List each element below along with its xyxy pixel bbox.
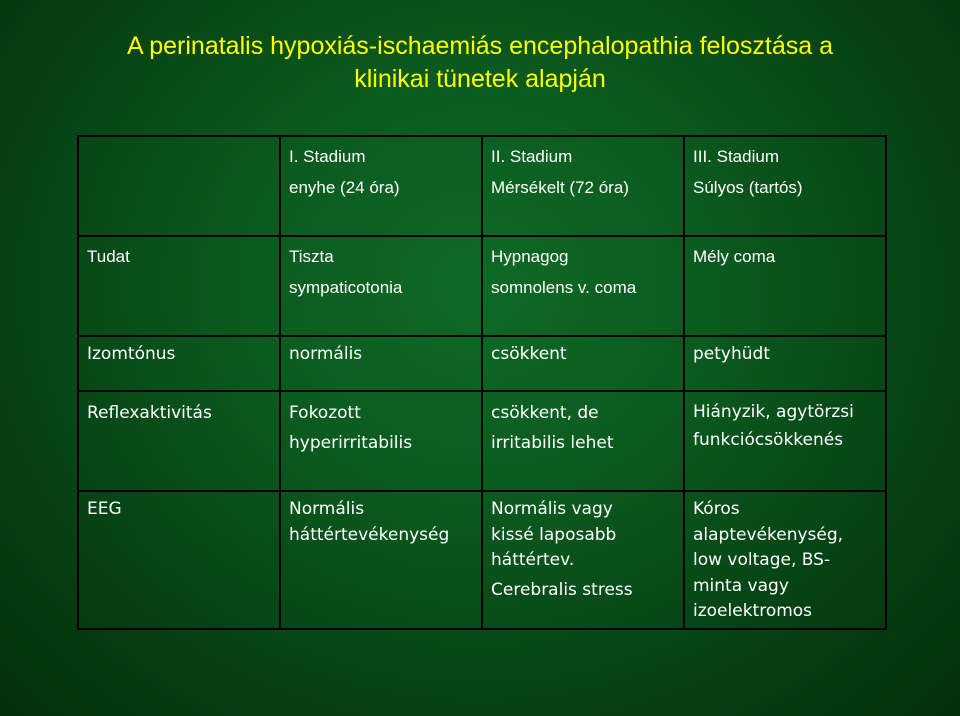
table-cell [684, 391, 886, 491]
header-cell-empty [78, 136, 280, 236]
row-label-text: Izomtónus [87, 344, 176, 364]
table-cell [482, 391, 684, 491]
table-cell [684, 491, 886, 629]
row-tudat [78, 236, 886, 336]
row-label-text: Reflexaktivitás [87, 403, 212, 423]
cell-line: Hypnagog [491, 247, 569, 266]
header-cell-stage-2 [482, 136, 684, 236]
row-label-text: Tudat [87, 247, 130, 266]
table-cell [280, 336, 482, 391]
stage-2-name: II. Stadium [491, 147, 573, 166]
row-label [78, 391, 280, 491]
table-cell [482, 491, 684, 629]
row-label [78, 491, 280, 629]
table-cell [280, 391, 482, 491]
cell-line: alaptevékenység, [693, 524, 844, 545]
row-label [78, 336, 280, 391]
cell-line: csökkent [491, 344, 567, 364]
header-cell-stage-3 [684, 136, 886, 236]
stage-1-duration: enyhe (24 óra) [289, 178, 400, 197]
cell-line: csökkent, de [491, 403, 599, 423]
cell-line: Cerebralis stress [491, 579, 633, 600]
title-line-2: klinikai tünetek alapján [354, 65, 606, 93]
table-cell [280, 491, 482, 629]
cell-line: irritabilis lehet [491, 433, 614, 453]
cell-line: Mély coma [693, 247, 776, 266]
cell-line: sympaticotonia [289, 278, 403, 297]
table-cell [482, 236, 684, 336]
cell-line: háttértevékenység [289, 524, 450, 545]
table-cell [684, 236, 886, 336]
stage-2-duration: Mérsékelt (72 óra) [491, 178, 629, 197]
cell-line: Fokozott [289, 403, 361, 423]
cell-line: somnolens v. coma [491, 278, 637, 297]
row-label-text: EEG [87, 499, 122, 519]
row-reflexaktivitas [78, 391, 886, 491]
title-line-1: A perinatalis hypoxiás-ischaemiás encephalopathia felosztása a [127, 32, 833, 60]
slide-title [0, 30, 960, 96]
cell-line: izoelektromos [693, 601, 813, 621]
table-cell [280, 236, 482, 336]
cell-line: funkciócsökkenés [693, 430, 844, 450]
stage-3-name: III. Stadium [693, 147, 779, 166]
stage-1-name: I. Stadium [289, 147, 366, 166]
cell-line: low voltage, BS- [693, 550, 831, 570]
row-eeg [78, 491, 886, 629]
stages-table [77, 135, 887, 630]
header-cell-stage-1 [280, 136, 482, 236]
cell-line: Kóros [693, 499, 740, 519]
cell-line: kissé laposabb [491, 524, 617, 545]
header-row [78, 136, 886, 236]
table-cell [482, 336, 684, 391]
cell-line: normális [289, 344, 363, 364]
cell-line: petyhüdt [693, 344, 770, 364]
cell-line: háttértev. [491, 550, 575, 570]
cell-line: Normális vagy [491, 499, 613, 519]
cell-line: minta vagy [693, 575, 789, 596]
cell-line: Normális [289, 499, 365, 519]
row-izomtonus [78, 336, 886, 391]
stage-3-duration: Súlyos (tartós) [693, 178, 803, 197]
row-label [78, 236, 280, 336]
cell-line: Hiányzik, agytörzsi [693, 402, 854, 422]
table-cell [684, 336, 886, 391]
cell-line: Tiszta [289, 247, 334, 266]
cell-line: hyperirritabilis [289, 433, 413, 453]
